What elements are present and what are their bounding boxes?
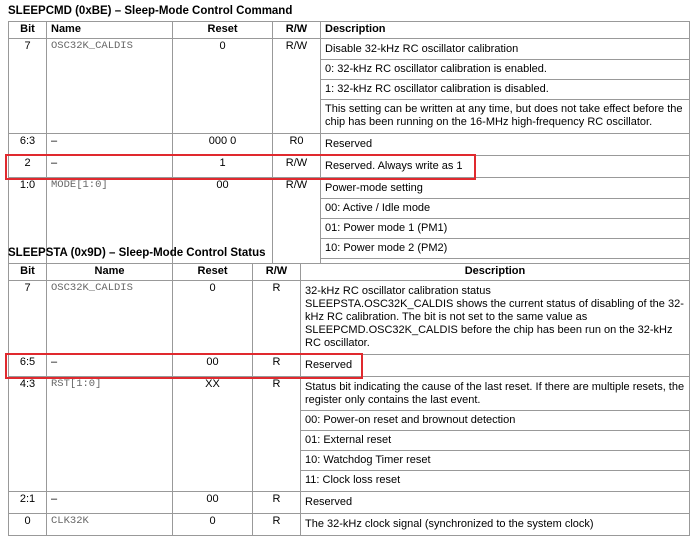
sleepsta-title-desc: Sleep-Mode Control Status — [118, 247, 266, 259]
description-line: 1: 32-kHz RC oscillator calibration is disabled. — [321, 79, 689, 99]
bit-cell: 4:3 — [9, 377, 47, 492]
sleepcmd-title-separator: – — [111, 5, 125, 17]
table-header-row — [9, 22, 690, 39]
rw-cell: R/W — [273, 39, 321, 134]
rw-cell: R/W — [273, 178, 321, 280]
reset-cell: 00 — [173, 355, 253, 377]
header-bit: Bit — [9, 264, 47, 281]
name-cell: OSC32K_CALDIS — [47, 281, 173, 355]
name-cell: – — [47, 156, 173, 178]
bit-cell: 7 — [9, 281, 47, 355]
table-header-row — [9, 264, 690, 281]
bit-cell: 6:3 — [9, 134, 47, 156]
header-bit: Bit — [9, 22, 47, 39]
bit-cell: 2:1 — [9, 492, 47, 514]
bit-cell: 1:0 — [9, 178, 47, 280]
description-line: The 32-kHz clock signal (synchronized to the system clock) — [305, 518, 594, 530]
description-line: 11: Clock loss reset — [301, 470, 689, 490]
rw-cell: R/W — [273, 156, 321, 178]
reset-cell: 00 — [173, 492, 253, 514]
header-description: Description — [301, 264, 690, 281]
description-cell — [301, 492, 690, 514]
sleepcmd-register-table — [8, 21, 690, 280]
description-cell — [301, 514, 690, 536]
table-row — [9, 377, 690, 492]
description-line: 32-kHz RC oscillator calibration status SLEEPSTA.OSC32K_CALDIS shows the current status of disabling of the 32-kHz RC calibration. The bit is not set to the same value as SLEEPCMD.OSC32K_CALDIS before the chip has been run on the 32-kHz RC oscillator. — [305, 285, 684, 349]
description-line: Disable 32-kHz RC oscillator calibration — [325, 43, 519, 55]
table-row — [9, 492, 690, 514]
reset-cell: XX — [173, 377, 253, 492]
description-line: 01: External reset — [301, 430, 689, 450]
header-description: Description — [321, 22, 690, 39]
highlight-box-sleepcmd-bit2 — [5, 154, 476, 180]
rw-cell: R0 — [273, 134, 321, 156]
description-cell — [321, 39, 690, 134]
sleepsta-title — [8, 247, 266, 259]
description-line: Reserved — [325, 138, 373, 150]
header-reset: Reset — [173, 22, 273, 39]
description-line: 0: 32-kHz RC oscillator calibration is enabled. — [321, 59, 689, 79]
reset-cell: 0 — [173, 39, 273, 134]
description-line: 10: Watchdog Timer reset — [301, 450, 689, 470]
table-row — [9, 281, 690, 355]
table-row — [9, 134, 690, 156]
rw-cell: R — [253, 281, 301, 355]
reset-cell: 00 — [173, 178, 273, 280]
bit-cell: 2 — [9, 156, 47, 178]
header-name: Name — [47, 264, 173, 281]
sleepsta-register-table — [8, 263, 690, 536]
description-line: 10: Power mode 2 (PM2) — [321, 238, 689, 258]
name-cell: – — [47, 355, 173, 377]
description-line: Reserved — [305, 359, 353, 371]
description-cell — [301, 281, 690, 355]
rw-cell: R — [253, 377, 301, 492]
header-reset: Reset — [173, 264, 253, 281]
name-cell: CLK32K — [47, 514, 173, 536]
description-line: 01: Power mode 1 (PM1) — [321, 218, 689, 238]
sleepsta-register: SLEEPSTA (0x9D) — [8, 247, 106, 259]
sleepcmd-title-desc: Sleep-Mode Control Command — [124, 5, 293, 17]
description-line: Power-mode setting — [325, 182, 423, 194]
rw-cell: R — [253, 492, 301, 514]
table-row — [9, 39, 690, 134]
reset-cell: 1 — [173, 156, 273, 178]
description-line: Reserved — [305, 496, 353, 508]
header-rw: R/W — [273, 22, 321, 39]
name-cell: MODE[1:0] — [47, 178, 173, 280]
name-cell: – — [47, 134, 173, 156]
description-line: This setting can be written at any time, but does not take effect before the chip has been running on the 16-MHz high-frequency RC oscillator. — [321, 99, 689, 132]
bit-cell: 0 — [9, 514, 47, 536]
description-line: 00: Active / Idle mode — [321, 198, 689, 218]
description-line: 00: Power-on reset and brownout detection — [301, 410, 689, 430]
description-line: Reserved. Always write as 1 — [325, 160, 463, 172]
name-cell: RST[1:0] — [47, 377, 173, 492]
table-row — [9, 514, 690, 536]
rw-cell: R — [253, 355, 301, 377]
rw-cell: R — [253, 514, 301, 536]
reset-cell: 0 — [173, 281, 253, 355]
header-rw: R/W — [253, 264, 301, 281]
description-cell — [321, 134, 690, 156]
reset-cell: 000 0 — [173, 134, 273, 156]
description-line: Status bit indicating the cause of the last reset. If there are multiple resets, the register only contains the last event. — [305, 381, 685, 406]
description-cell — [301, 377, 690, 492]
header-name: Name — [47, 22, 173, 39]
sleepcmd-register: SLEEPCMD (0xBE) — [8, 5, 112, 17]
bit-cell: 6:5 — [9, 355, 47, 377]
sleepsta-title-separator: – — [105, 247, 119, 259]
sleepcmd-title — [8, 5, 292, 17]
highlight-box-sleepsta-bit6-5 — [5, 353, 363, 379]
bit-cell: 7 — [9, 39, 47, 134]
name-cell: OSC32K_CALDIS — [47, 39, 173, 134]
name-cell: – — [47, 492, 173, 514]
reset-cell: 0 — [173, 514, 253, 536]
